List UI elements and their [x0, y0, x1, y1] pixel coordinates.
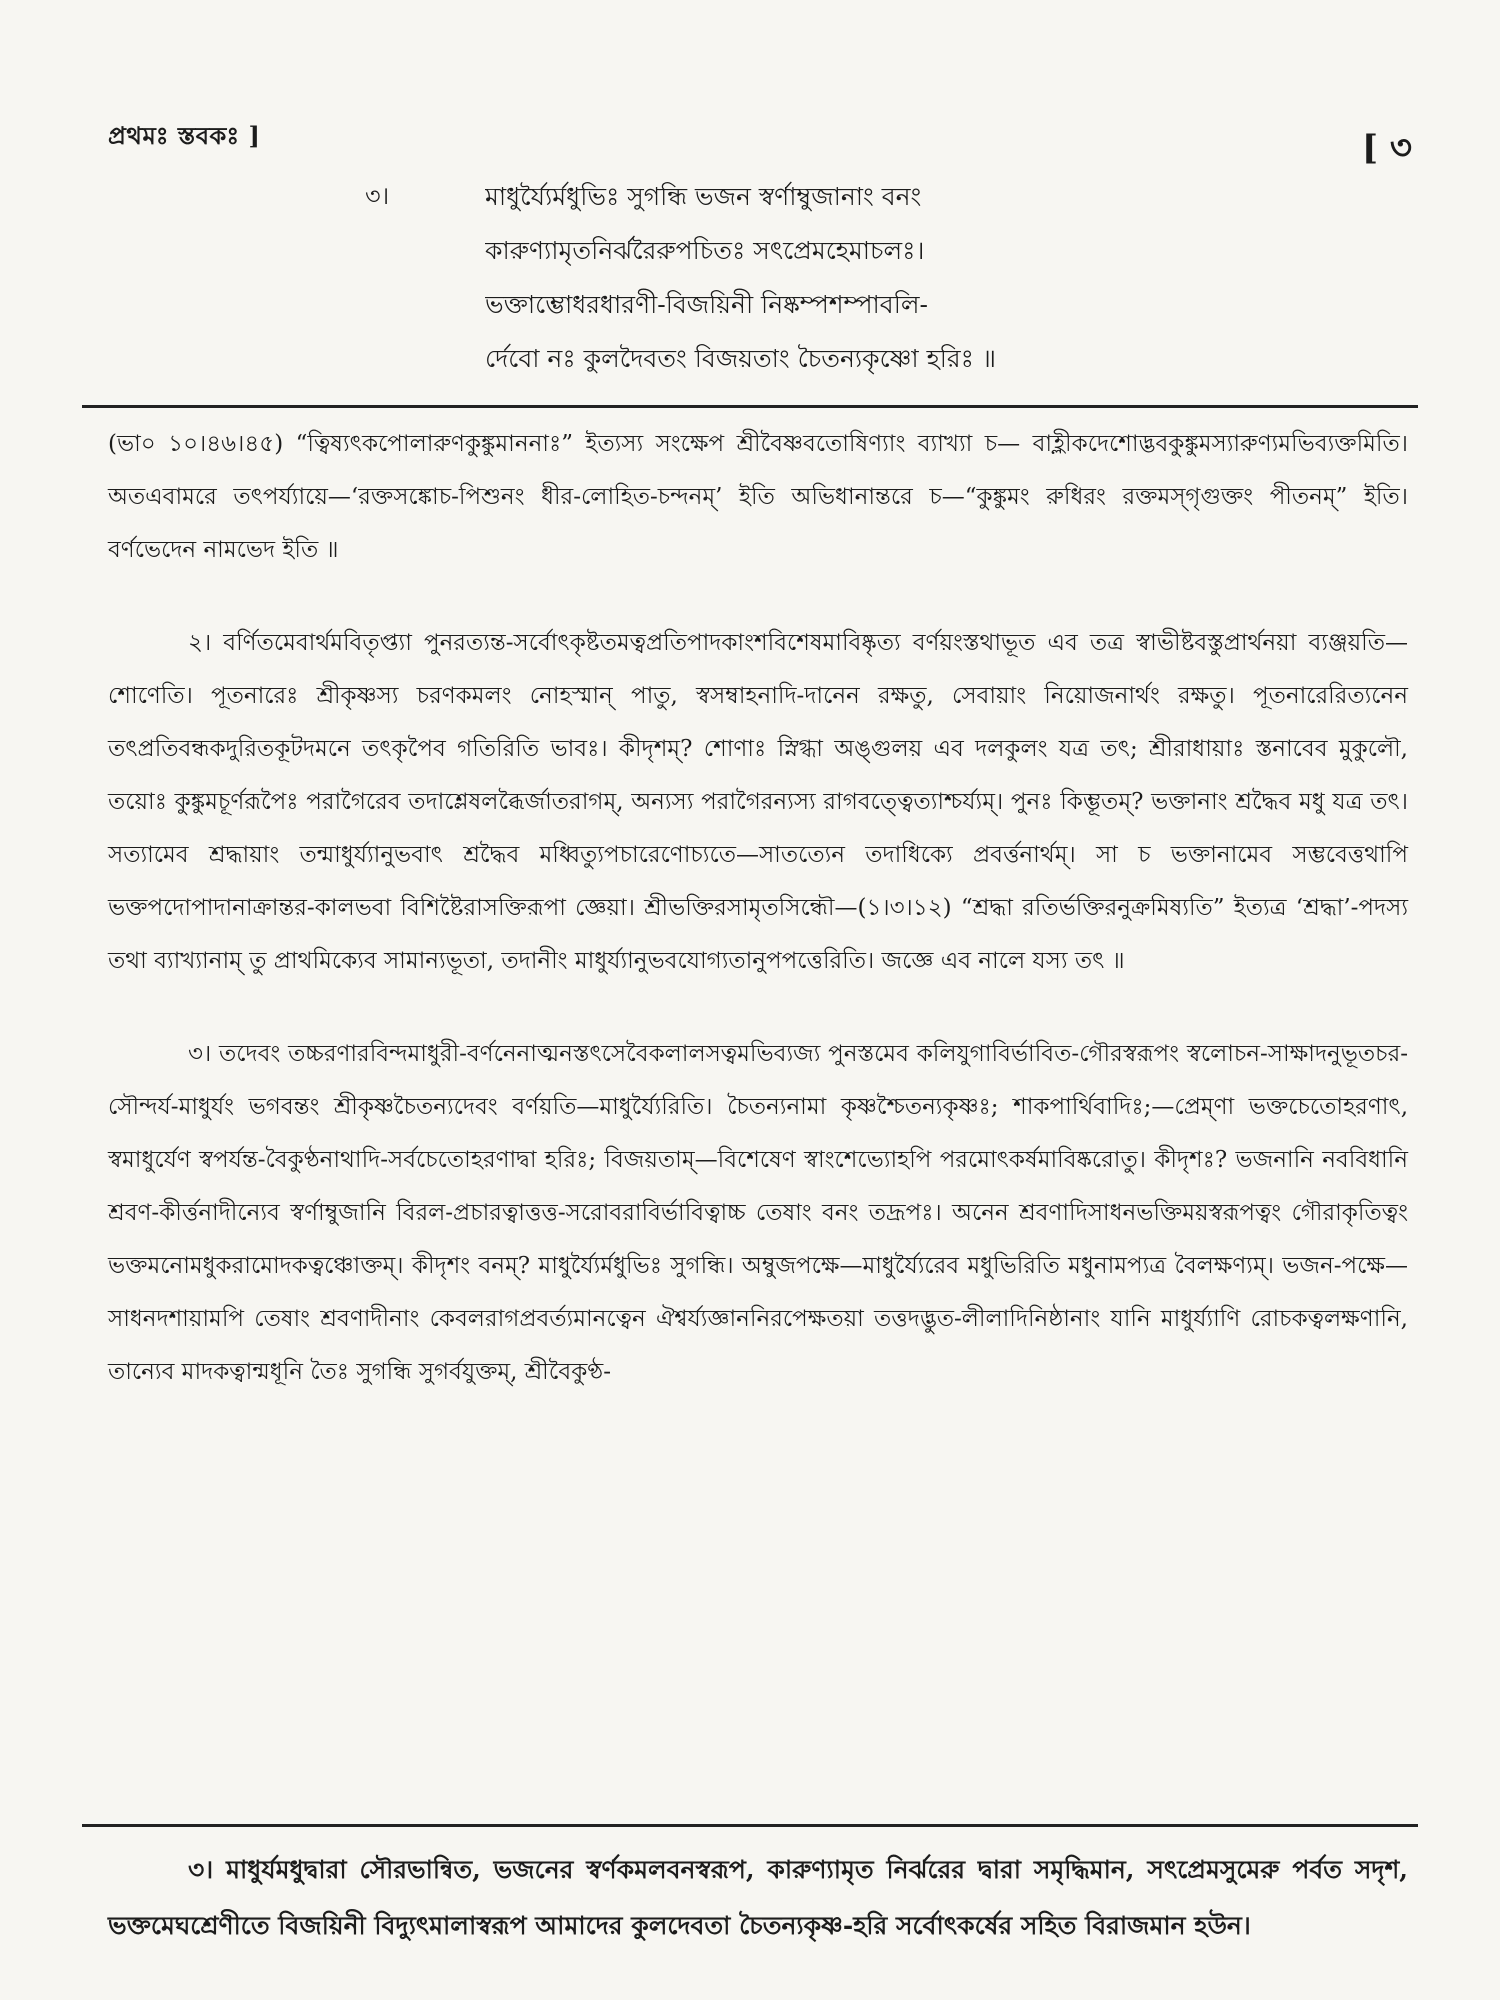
verse-line: ভক্তাম্ভোধরধারণী-বিজয়িনী নিষ্কম্পশম্পাবলি- [485, 290, 928, 319]
commentary-paragraph-2: ২। বর্ণিতমেবার্থমবিতৃপ্ত্যা পুনরত্যন্ত-সর্বোৎকৃষ্টতমত্বপ্রতিপাদকাংশবিশেষমাবিষ্কৃত্য বর্ণয়ংস্তথাভূত এব তত্র স্বাভীষ্টবস্তুপ্রার্থনয়া ব্যঞ্জয়তি—শোণেতি। পূতনারেঃ শ্রীকৃষ্ণস্য চরণকমলং নোহস্মান্ পাতু, স্বসম্বাহনাদি-দানেন রক্ষতু, সেবায়াং নিয়োজনার্থং রক্ষতু। পূতনারেরিত্যনেন তৎপ্রতিবন্ধকদুরিতকূটদমনে তৎকৃপৈব গতিরিতি ভাবঃ। কীদৃশম্? শোণাঃ স্নিগ্ধা অঙ্গুলয় এব দলকুলং যত্র তৎ; শ্রীরাধায়াঃ স্তনাবেব মুকুলৌ, তয়োঃ কুঙ্কুমচূর্ণরূপৈঃ পরাগৈরেব তদাশ্লেষলব্ধৈর্জাতরাগম্, অন্যস্য পরাগৈরন্যস্য রাগবত্ত্বেত্যাশ্চর্য্যম্। পুনঃ কিম্ভূতম্? ভক্তানাং শ্রদ্ধৈব মধু যত্র তৎ। সত্যামেব শ্রদ্ধায়াং তন্মাধুর্য্যানুভবাৎ শ্রদ্ধৈব মধ্বিত্যুপচারেণোচ্যতে—সাতত্যেন তদাধিক্যে প্রবর্ত্তনার্থম্। সা চ ভক্তানামেব সম্ভবেত্তথাপি ভক্তপদোপাদানাক্রান্তর-কালভবা বিশিষ্টৈরাসক্তিরূপা জ্ঞেয়া। শ্রীভক্তিরসামৃতসিন্ধৌ—(১।৩।১২) “শ্রদ্ধা রতির্ভক্তিরনুক্রমিষ্যতি” ইত্যত্র ‘শ্রদ্ধা’-পদস্য তথা ব্যাখ্যানাম্ তু প্রাথমিক্যেব সামান্যভূতা, তদানীং মাধুর্য্যানুভবযোগ্যতানুপপত্তেরিতি। জজ্ঞে এব নালে যস্য তৎ ॥ [108, 630, 1408, 974]
verse-number: ৩। [365, 182, 390, 210]
top-divider [82, 405, 1418, 408]
verse-line: র্দেবো নঃ কুলদৈবতং বিজয়তাং চৈতন্যকৃষ্ণো হরিঃ ॥ [485, 344, 997, 373]
page-number: [ ৩ [1361, 128, 1412, 168]
bottom-divider [82, 1824, 1418, 1827]
commentary-note: (ভা০ ১০।৪৬।৪৫) “ত্বিষ্যৎকপোলারুণকুঙ্কুমাননাঃ” ইত্যস্য সংক্ষেপ শ্রীবৈষ্ণবতোষিণ্যাং ব্যাখ্যা চ— বাহ্লীকদেশোদ্ভবকুঙ্কুমস্যারুণ্যমভিব্যক্তমিতি। অতএবামরে তৎপর্য্যায়ে—‘রক্তসঙ্কোচ-পিশুনং ধীর-লোহিত-চন্দনম্’ ইতি অভিধানান্তরে চ—“কুঙ্কুমং রুধিরং রক্তমস্গৃগুক্তং পীতনম্” ইতি। বর্ণভেদেন নামভেদ ইতি ॥ [108, 431, 1408, 563]
verse-line: মাধুর্য্যৈর্মধুভিঃ সুগন্ধি ভজন স্বর্ণাম্বুজানাং বনং [485, 182, 922, 211]
commentary-paragraph-3: ৩। তদেবং তচ্চরণারবিন্দমাধুরী-বর্ণনেনাত্মনস্তৎসেবৈকলালসত্বমভিব্যজ্য পুনস্তমেব কলিযুগাবির্ভাবিত-গৌরস্বরূপং স্বলোচন-সাক্ষাদনুভূতচর-সৌন্দর্য-মাধুর্যং ভগবন্তং শ্রীকৃষ্ণচৈতন্যদেবং বর্ণয়তি—মাধুর্য্যৈরিতি। চৈতন্যনামা কৃষ্ণশ্চৈতন্যকৃষ্ণঃ; শাকপার্থিবাদিঃ;—প্রেম্ণা ভক্তচেতোহরণাৎ, স্বমাধুর্যেণ স্বপর্যন্ত-বৈকুণ্ঠনাথাদি-সর্বচেতোহরণাদ্বা হরিঃ; বিজয়তাম্—বিশেষেণ স্বাংশেভ্যোহপি পরমোৎকর্ষমাবিষ্করোতু। কীদৃশঃ? ভজনানি নববিধানি শ্রবণ-কীর্ত্তনাদীন্যেব স্বর্ণাম্বুজানি বিরল-প্রচারত্বাত্তত্ত-সরোবরাবির্ভাবিত্বাচ্চ তেষাং বনং তদ্রূপঃ। অনেন শ্রবণাদিসাধনভক্তিময়স্বরূপত্বং গৌরাকৃতিত্বং ভক্তমনোমধুকরামোদকত্বঞ্চোক্তম্। কীদৃশং বনম্? মাধুর্য্যৈর্মধুভিঃ সুগন্ধি। অম্বুজপক্ষে—মাধুর্য্যৈরেব মধুভিরিতি মধুনামপ্যত্র বৈলক্ষণ্যম্। ভজন-পক্ষে—সাধনদশায়ামপি তেষাং শ্রবণাদীনাং কেবলরাগপ্রবর্ত্যমানত্বেন ঐশ্বর্য্যজ্ঞাননিরপেক্ষতয়া তত্তদদ্ভুত-লীলাদিনিষ্ঠানাং যানি মাধুর্য্যাণি রোচকত্বলক্ষণানি, তান্যেব মাদকত্বান্মধূনি তৈঃ সুগন্ধি সুগর্বযুক্তম্, শ্রীবৈকুণ্ঠ- [108, 1041, 1408, 1385]
verse-line: কারুণ্যামৃতনির্ঝরৈরুপচিতঃ সৎপ্রেমহেমাচলঃ। [485, 236, 925, 265]
bengali-translation: ৩। মাধুর্যমধুদ্বারা সৌরভান্বিত, ভজনের স্বর্ণকমলবনস্বরূপ, কারুণ্যামৃত নির্ঝরের দ্বারা সমৃদ্ধিমান, সৎপ্রেমসুমেরু পর্বত সদৃশ, ভক্তমেঘশ্রেণীতে বিজয়িনী বিদ্যুৎমালাস্বরূপ আমাদের কুলদেবতা চৈতন্যকৃষ্ণ-হরি সর্বোৎকর্ষের সহিত বিরাজমান হউন। [108, 1855, 1408, 1940]
commentary [108, 418, 1408, 1399]
verse-lines [485, 170, 1415, 386]
running-head: প্রথমঃ স্তবকঃ ] [108, 121, 261, 150]
